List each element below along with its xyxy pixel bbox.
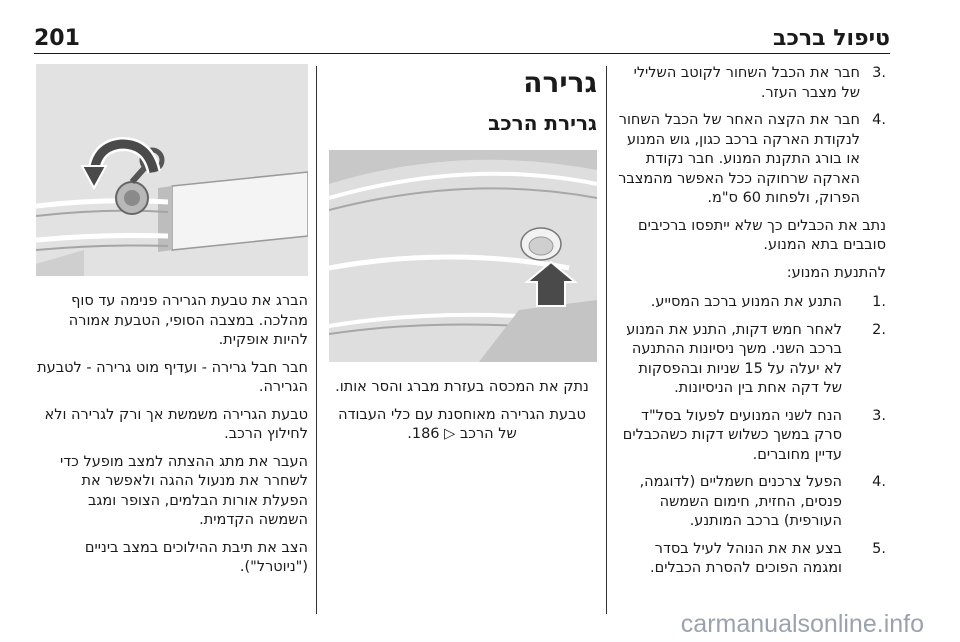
step-number: 1. xyxy=(872,294,886,310)
step-item xyxy=(618,111,886,209)
step-item xyxy=(618,473,886,532)
towing-eye-illustration xyxy=(36,64,308,276)
towing-eye-storage-caption: טבעת הגרירה מאוחסנת עם כלי העבודה של הרכב ▷ 186. xyxy=(338,406,586,442)
neutral-gear-text: הצב את תיבת ההילוכים במצב ביניים ("ניוטרל"). xyxy=(84,539,308,575)
ignition-on-text: העבר את מתג ההצתה למצב מופעל כדי לשחרר את מנעול ההגה ולאפשר את הפעלת אורות הבלמים, הצופר ומגב השמשה הקדמית. xyxy=(60,453,308,528)
step-text: חבר את הכבל השחור לקוטב השלילי של מצבר העזר. xyxy=(633,65,860,101)
section-title: גרירה xyxy=(523,66,597,99)
column-divider-right xyxy=(606,66,607,614)
site-watermark: carmanualsonline.info xyxy=(680,610,924,638)
step-item xyxy=(618,540,886,579)
cable-routing-note: נתב את הכבלים כך שלא ייתפסו ברכיבים סובבים בתא המנוע. xyxy=(637,217,886,253)
page-reference[interactable]: 186 xyxy=(411,426,440,442)
step-text: חבר את הקצה האחר של הכבל השחור לנקודת הארקה ברכב כגון, גוש המנוע או בורג התקנת המנוע. חבר נקודת הארקה שרחוקה ככל האפשר מהמצבר הפרוק, ולפחות 60 ס"מ. xyxy=(618,112,860,206)
step-item xyxy=(618,321,886,399)
towing-eye-drawing xyxy=(36,64,308,276)
step-number: 3. xyxy=(872,65,886,81)
header-rule xyxy=(34,53,890,54)
bumper-cover-drawing xyxy=(329,150,597,362)
step-text: הנח לשני המנועים לפעול בסל"ד סרק במשך כשלוש דקות כשהכבלים עדיין מחוברים. xyxy=(622,407,842,463)
attach-rope-text: חבר חבל גרירה - ועדיף מוט גרירה - לטבעת הגרירה. xyxy=(37,359,308,395)
step-number: 4. xyxy=(872,112,886,128)
step-number: 2. xyxy=(872,321,886,338)
step-text: בצע את את הנוהל לעיל בסדר ומגמה הפוכים להסרת הכבלים. xyxy=(649,540,842,576)
middle-column xyxy=(327,64,597,453)
column-divider-left xyxy=(316,66,317,614)
page-number: 201 xyxy=(34,26,80,51)
step-item xyxy=(618,293,886,313)
step-item xyxy=(618,407,886,466)
right-column xyxy=(618,64,886,587)
start-engine-heading: להתנעת המנוע: xyxy=(786,264,886,281)
remove-cover-caption: נתק את המכסה בעזרת מברג והסר אותו. xyxy=(335,379,589,395)
step-text: התנע את המנוע ברכב המסייע. xyxy=(650,294,842,310)
step-text: לאחר חמש דקות, התנע את המנוע ברכב השני. משך ניסיונות ההתנעה לא יעלה על 15 שניות ובהפסקות של דקה אחת בין הניסיונות. xyxy=(626,321,842,396)
step-number: 3. xyxy=(872,407,886,424)
step-number: 4. xyxy=(872,474,886,490)
step-item xyxy=(618,64,886,103)
screw-in-eye-text: הברג את טבעת הגרירה פנימה עד סוף מהלכה. במצבה הסופי, הטבעת אמורה להיות אופקית. xyxy=(68,293,308,348)
page-header xyxy=(34,26,890,52)
towing-only-note: טבעת הגרירה משמשת אך ורק לגרירה ולא לחילוץ הרכב. xyxy=(44,406,308,442)
subsection-title: גרירת הרכב xyxy=(488,111,597,135)
step-number: 5. xyxy=(872,540,886,557)
step-text: הפעל צרכנים חשמליים (לדוגמה, פנסים, החזית, חימום השמשה העורפית) ברכב המותנע. xyxy=(639,474,842,529)
bumper-cover-illustration xyxy=(329,150,597,362)
page-ref-arrow-icon: ▷ xyxy=(444,426,456,442)
chapter-title: טיפול ברכב xyxy=(773,26,890,51)
left-column xyxy=(36,64,308,586)
